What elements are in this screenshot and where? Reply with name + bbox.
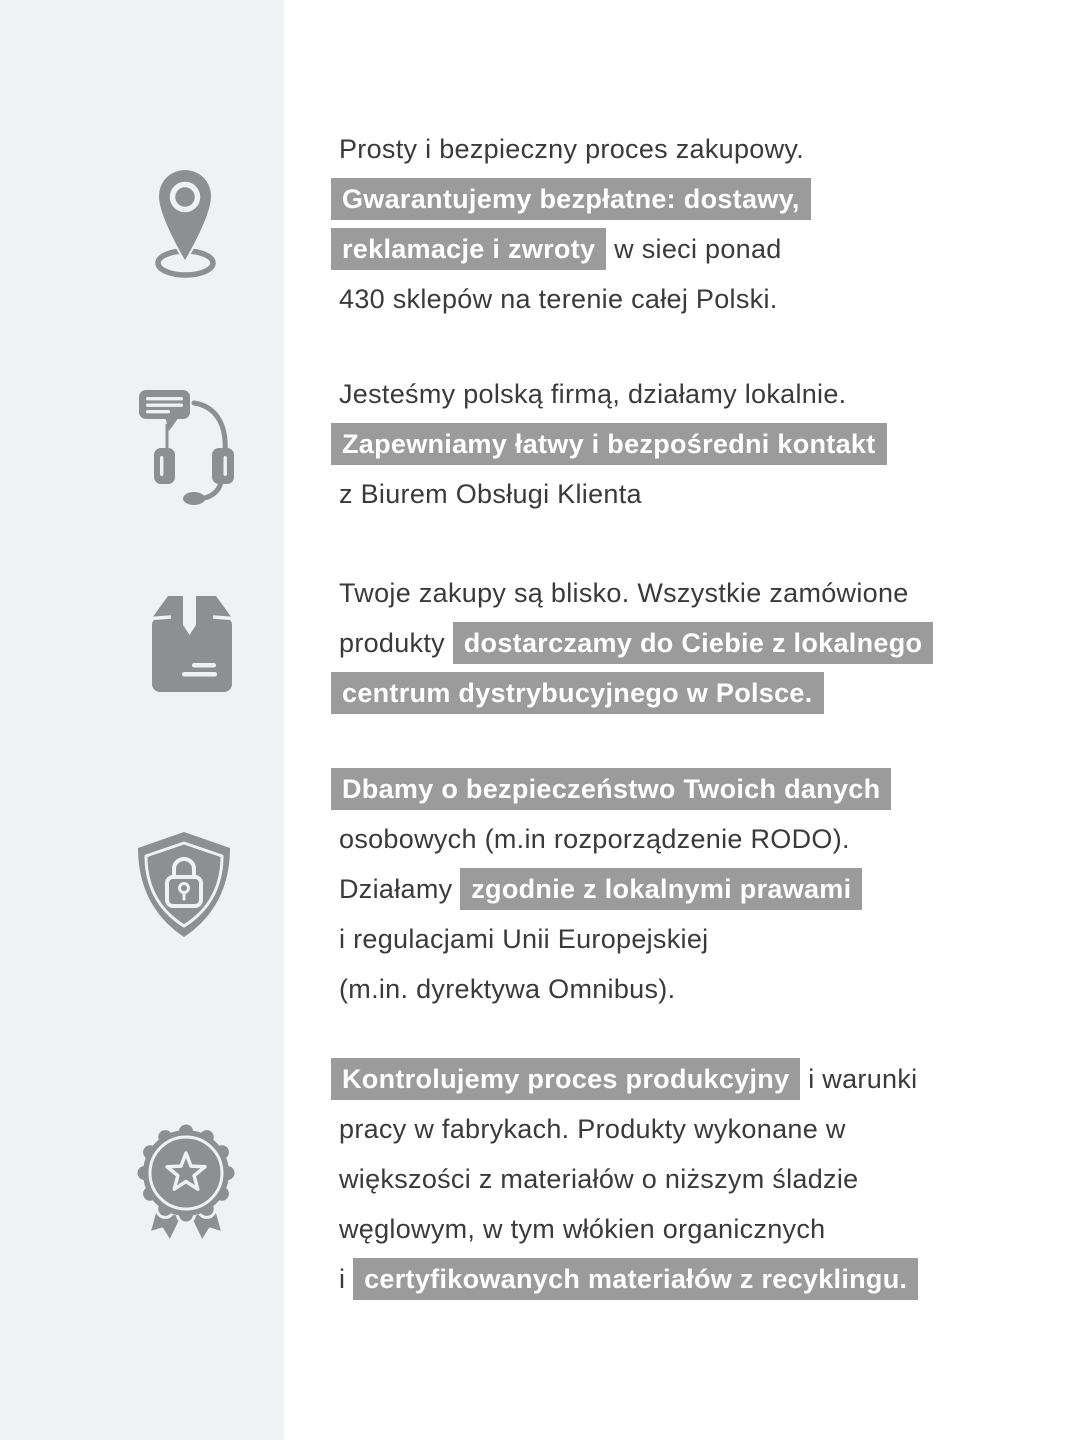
text-segment: Działamy xyxy=(339,873,461,904)
text-segment: i xyxy=(339,1263,354,1294)
highlighted-text-segment: zgodnie z lokalnymi prawami xyxy=(460,868,862,910)
text-segment: i warunki xyxy=(800,1063,918,1094)
text-segment: Twoje zakupy są blisko. Wszystkie zamówione xyxy=(339,577,909,608)
text-line xyxy=(331,1208,918,1250)
text-line xyxy=(331,1108,918,1150)
highlighted-text-segment: Gwarantujemy bezpłatne: dostawy, xyxy=(331,178,811,220)
text-line xyxy=(331,178,811,220)
text-line xyxy=(331,818,891,860)
info-text-block-contact xyxy=(331,373,887,523)
text-line xyxy=(331,228,811,270)
highlighted-text-segment: Dbamy o bezpieczeństwo Twoich danych xyxy=(331,768,891,810)
text-line xyxy=(331,1258,918,1300)
text-segment: Prosty i bezpieczny proces zakupowy. xyxy=(339,133,805,164)
text-line xyxy=(331,473,887,515)
text-segment: pracy w fabrykach. Produkty wykonane w xyxy=(339,1113,846,1144)
text-line xyxy=(331,278,811,320)
highlighted-text-segment: Kontrolujemy proces produkcyjny xyxy=(331,1058,800,1100)
text-segment: z Biurem Obsługi Klienta xyxy=(339,478,642,509)
text-line xyxy=(331,1158,918,1200)
text-segment: produkty xyxy=(339,627,453,658)
text-segment: i regulacjami Unii Europejskiej xyxy=(339,923,709,954)
info-text-block-delivery xyxy=(331,572,933,722)
text-segment: Jesteśmy polską firmą, działamy lokalnie. xyxy=(339,378,847,409)
text-line xyxy=(331,423,887,465)
text-line xyxy=(331,622,933,664)
text-segment: osobowych (m.in rozporządzenie RODO). xyxy=(339,823,850,854)
info-text-block-shopping xyxy=(331,128,811,328)
text-segment: w sieci ponad xyxy=(606,233,782,264)
text-line xyxy=(331,128,811,170)
text-line xyxy=(331,672,933,714)
highlighted-text-segment: certyfikowanych materiałów z recyklingu. xyxy=(353,1258,918,1300)
text-line xyxy=(331,1058,918,1100)
text-segment: większości z materiałów o niższym śladzie xyxy=(339,1163,859,1194)
text-line xyxy=(331,572,933,614)
text-line xyxy=(331,373,887,415)
highlighted-text-segment: Zapewniamy łatwy i bezpośredni kontakt xyxy=(331,423,887,465)
highlighted-text-segment: centrum dystrybucyjnego w Polsce. xyxy=(331,672,824,714)
info-text-block-privacy xyxy=(331,768,891,1018)
text-line xyxy=(331,918,891,960)
highlighted-text-segment: reklamacje i zwroty xyxy=(331,228,606,270)
text-segment: węglowym, w tym włókien organicznych xyxy=(339,1213,826,1244)
text-line xyxy=(331,868,891,910)
text-line xyxy=(331,968,891,1010)
info-text-block-production xyxy=(331,1058,918,1308)
text-segment: 430 sklepów na terenie całej Polski. xyxy=(339,283,778,314)
highlighted-text-segment: dostarczamy do Ciebie z lokalnego xyxy=(453,622,934,664)
text-line xyxy=(331,768,891,810)
text-segment: (m.in. dyrektywa Omnibus). xyxy=(339,973,676,1004)
